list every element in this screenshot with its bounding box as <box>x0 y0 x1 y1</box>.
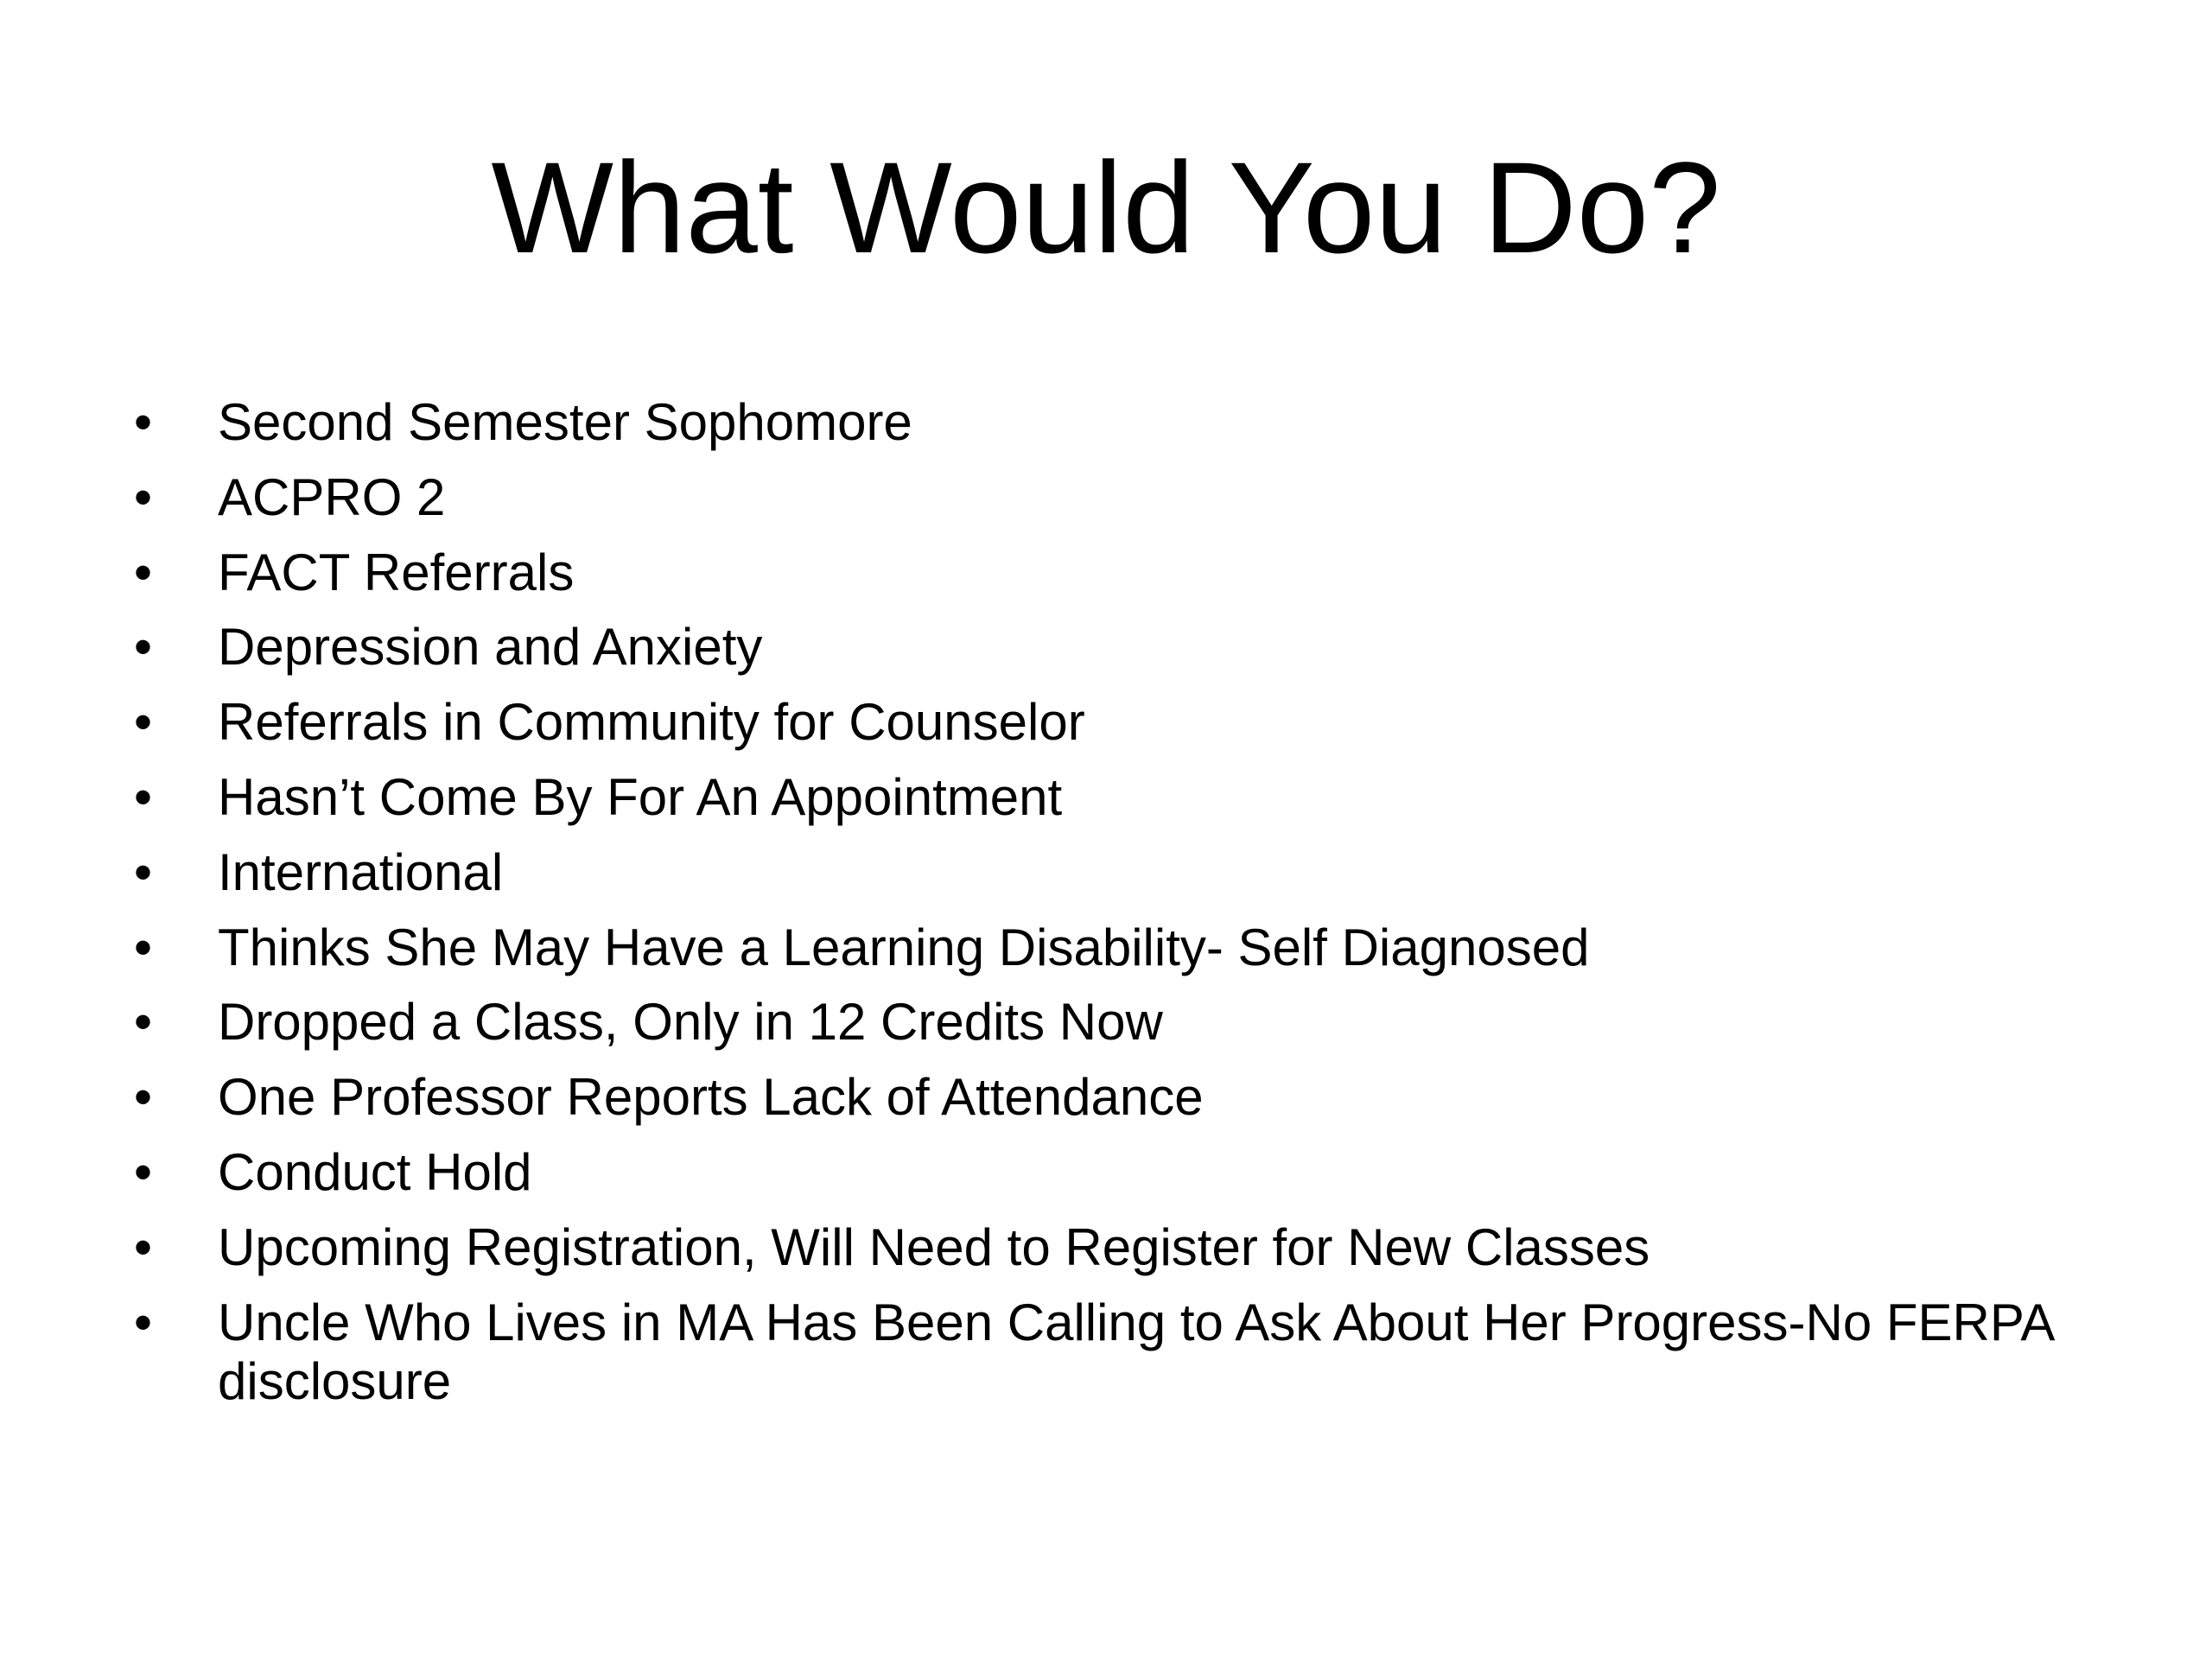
list-item <box>130 693 2082 752</box>
list-item <box>130 393 2082 452</box>
slide-title: What Would You Do? <box>491 135 1721 280</box>
list-item-text: Upcoming Registration, Will Need to Register for New Classes <box>218 1217 1650 1276</box>
list-item-text: One Professor Reports Lack of Attendance <box>218 1068 1204 1127</box>
list-item-text: ACPRO 2 <box>218 467 446 526</box>
list-item-text: Second Semester Sophomore <box>218 393 912 451</box>
list-item-text: Depression and Anxiety <box>218 618 763 677</box>
list-item <box>130 1218 2082 1277</box>
list-item-text: Thinks She May Have a Learning Disability- Self Diagnosed <box>218 918 1590 976</box>
bullet-icon: • <box>134 1217 153 1276</box>
bullet-list <box>130 393 2082 1427</box>
list-item <box>130 993 2082 1052</box>
list-item <box>130 1294 2082 1411</box>
bullet-icon: • <box>134 393 153 451</box>
bullet-icon: • <box>134 1293 153 1351</box>
list-item <box>130 618 2082 677</box>
list-item-text: International <box>218 842 504 901</box>
bullet-icon: • <box>134 993 153 1052</box>
list-item <box>130 1068 2082 1127</box>
list-item-text: Referrals in Community for Counselor <box>218 693 1085 752</box>
bullet-icon: • <box>134 842 153 901</box>
bullet-icon: • <box>134 543 153 601</box>
bullet-icon: • <box>134 1068 153 1127</box>
list-item <box>130 918 2082 977</box>
list-item <box>130 768 2082 827</box>
list-item <box>130 843 2082 902</box>
list-item <box>130 543 2082 602</box>
list-item-text: Hasn’t Come By For An Appointment <box>218 767 1063 826</box>
bullet-icon: • <box>134 918 153 976</box>
list-item-text: FACT Referrals <box>218 543 575 601</box>
list-item-text: Conduct Hold <box>218 1142 532 1201</box>
list-item <box>130 468 2082 527</box>
bullet-icon: • <box>134 767 153 826</box>
bullet-icon: • <box>134 618 153 677</box>
bullet-icon: • <box>134 467 153 526</box>
list-item <box>130 1143 2082 1202</box>
list-item-text: Uncle Who Lives in MA Has Been Calling to Ask About Her Progress-No FERPA disclosure <box>218 1293 2053 1410</box>
bullet-icon: • <box>134 1142 153 1201</box>
list-item-text: Dropped a Class, Only in 12 Credits Now <box>218 993 1163 1052</box>
bullet-icon: • <box>134 693 153 752</box>
